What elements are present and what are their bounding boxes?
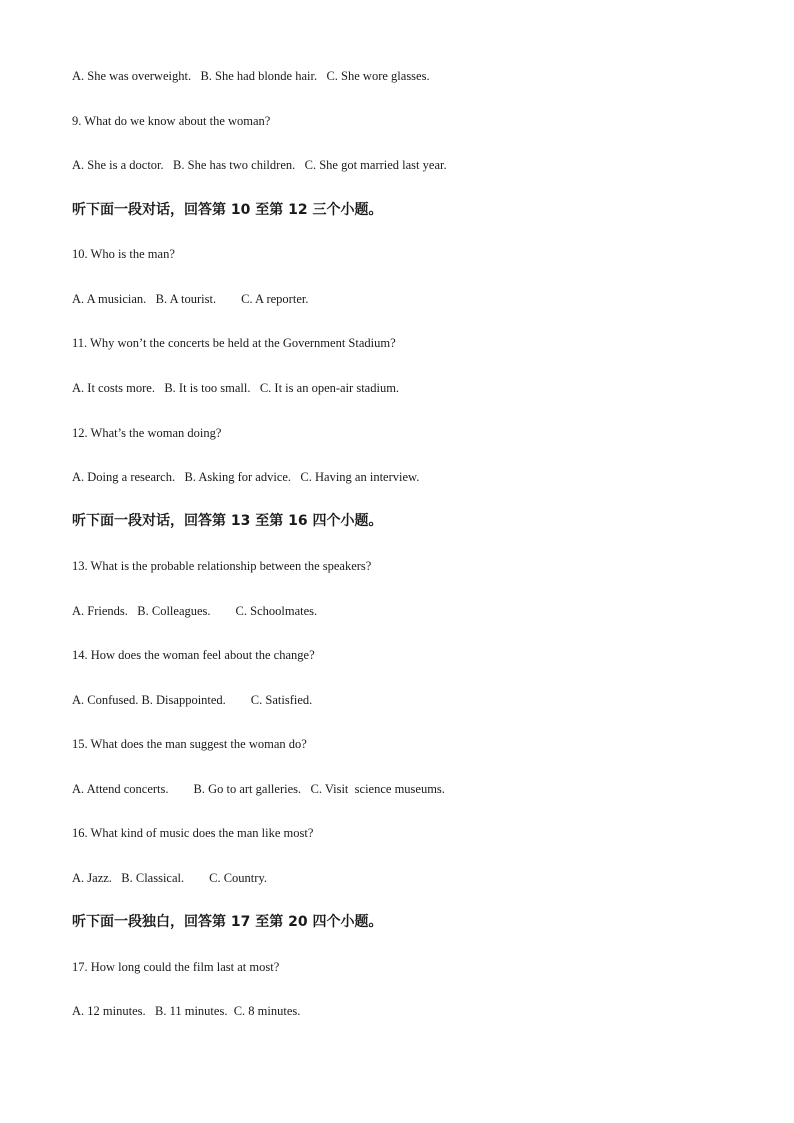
- q10-options: A. A musician. B. A tourist. C. A reporter.: [72, 292, 309, 306]
- section-heading-10-12: 听下面一段对话，回答第 10 至第 12 三个小题。: [72, 202, 383, 218]
- q12-options: A. Doing a research. B. Asking for advice. C. Having an interview.: [72, 470, 420, 484]
- q13-question: 13. What is the probable relationship between the speakers?: [72, 559, 372, 573]
- q14-question: 14. How does the woman feel about the change?: [72, 648, 315, 662]
- q15-options: A. Attend concerts. B. Go to art galleries. C. Visit science museums.: [72, 782, 445, 796]
- q11-question: 11. Why won’t the concerts be held at the Government Stadium?: [72, 336, 396, 350]
- q15-question: 15. What does the man suggest the woman do?: [72, 737, 307, 751]
- q10-question: 10. Who is the man?: [72, 247, 175, 261]
- q17-options: A. 12 minutes. B. 11 minutes. C. 8 minutes.: [72, 1004, 301, 1018]
- section-heading-13-16: 听下面一段对话，回答第 13 至第 16 四个小题。: [72, 513, 383, 529]
- q16-question: 16. What kind of music does the man like most?: [72, 826, 314, 840]
- q17-question: 17. How long could the film last at most?: [72, 960, 280, 974]
- q13-options: A. Friends. B. Colleagues. C. Schoolmates.: [72, 604, 318, 618]
- q8-options: A. She was overweight. B. She had blonde hair. C. She wore glasses.: [72, 69, 430, 83]
- q14-options: A. Confused. B. Disappointed. C. Satisfied.: [72, 693, 313, 707]
- q11-options: A. It costs more. B. It is too small. C. It is an open-air stadium.: [72, 381, 400, 395]
- q12-question: 12. What’s the woman doing?: [72, 426, 222, 440]
- q16-options: A. Jazz. B. Classical. C. Country.: [72, 871, 268, 885]
- q9-question: 9. What do we know about the woman?: [72, 114, 271, 128]
- q9-options: A. She is a doctor. B. She has two children. C. She got married last year.: [72, 158, 447, 172]
- section-heading-17-20: 听下面一段独白，回答第 17 至第 20 四个小题。: [72, 914, 383, 930]
